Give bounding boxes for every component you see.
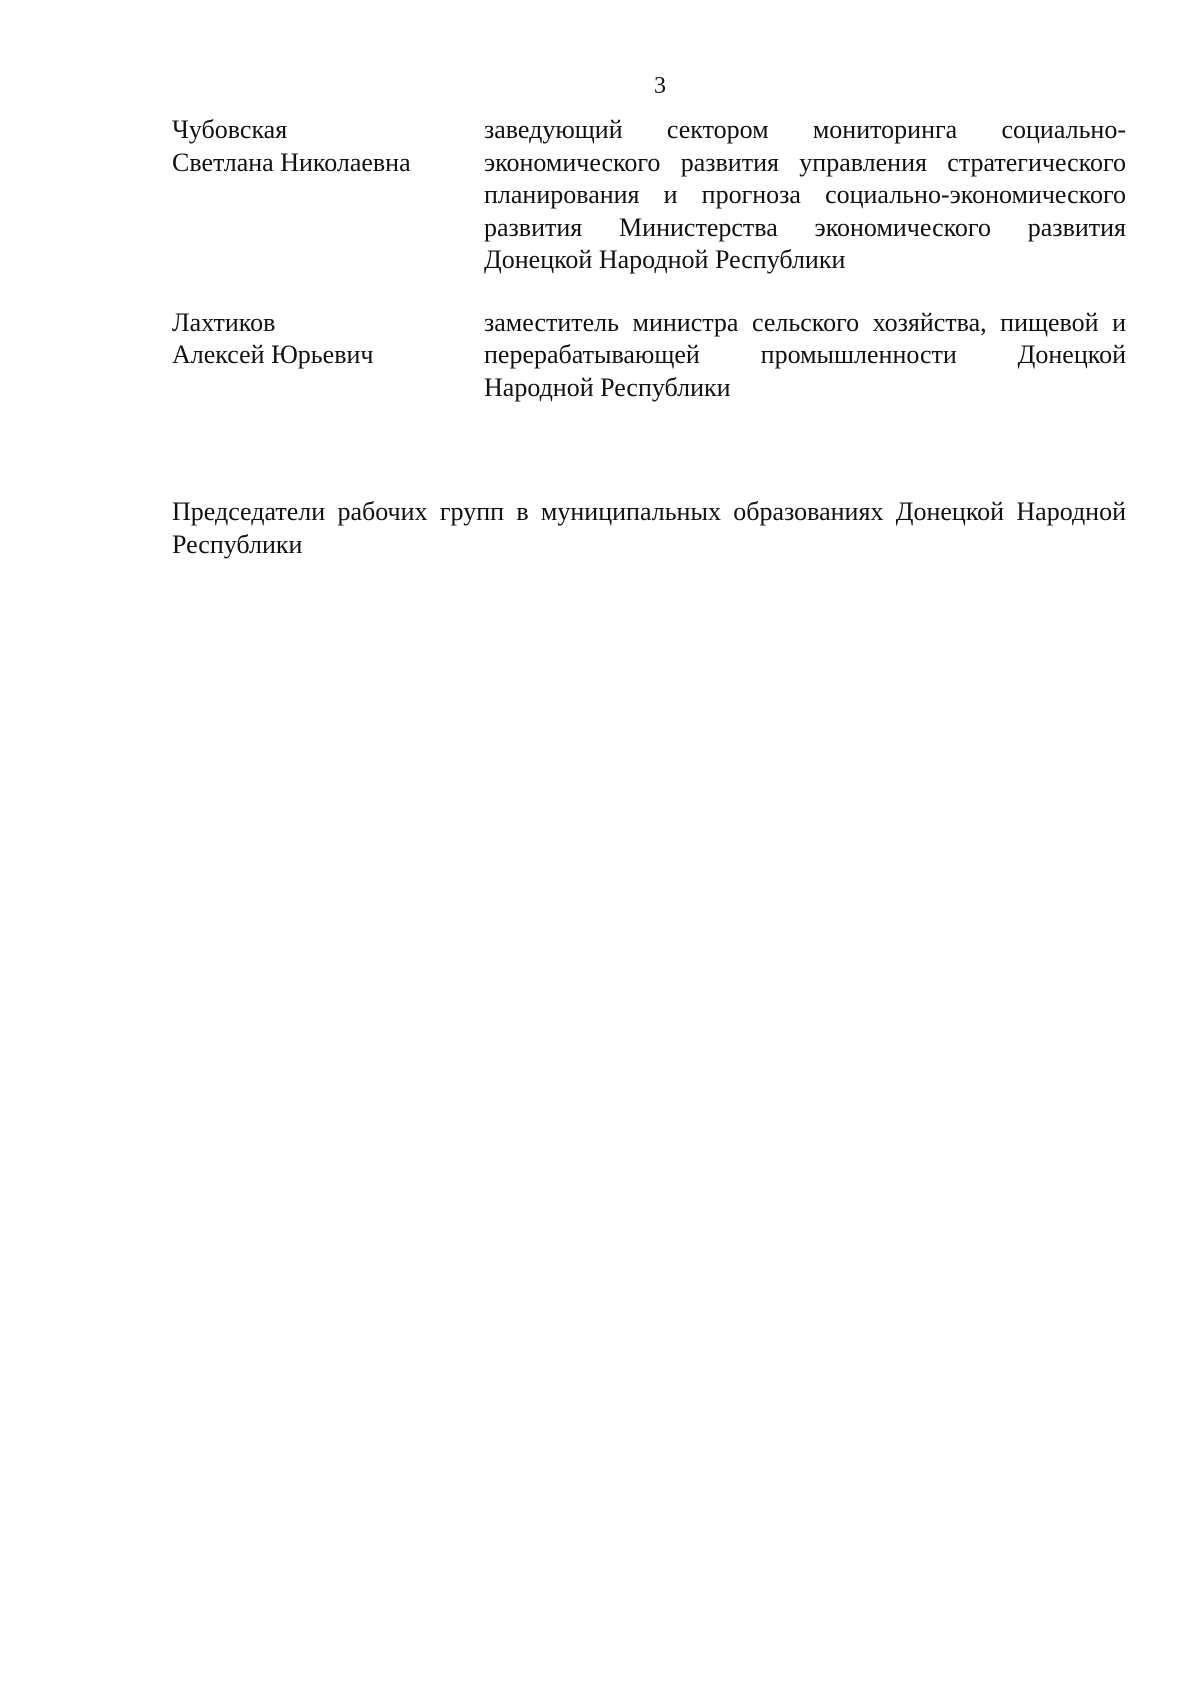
member-name — [172, 307, 484, 405]
member-surname: Лахтиков — [172, 307, 276, 337]
member-given-names: Алексей Юрьевич — [172, 340, 374, 369]
page-number: 3 — [654, 73, 666, 99]
member-surname: Чубовская — [172, 115, 288, 144]
member-name — [172, 114, 484, 277]
member-position: заместитель министра сельского хозяйства, пищевой и перерабатывающей промышленности Донецкой Народной Республики — [484, 307, 1126, 402]
member-entry — [172, 307, 1126, 405]
member-given-names: Светлана Николаевна — [172, 147, 411, 177]
members-list — [172, 114, 1126, 434]
member-position: заведующий сектором мониторинга социально-экономического развития управления стратегического планирования и прогноза социально-экономического развития Министерства экономического развития Донецкой Народной Республики — [484, 115, 1126, 274]
member-entry — [172, 114, 1126, 277]
working-groups-chairs-note: Председатели рабочих групп в муниципальных образованиях Донецкой Народной Республики — [172, 497, 1126, 559]
